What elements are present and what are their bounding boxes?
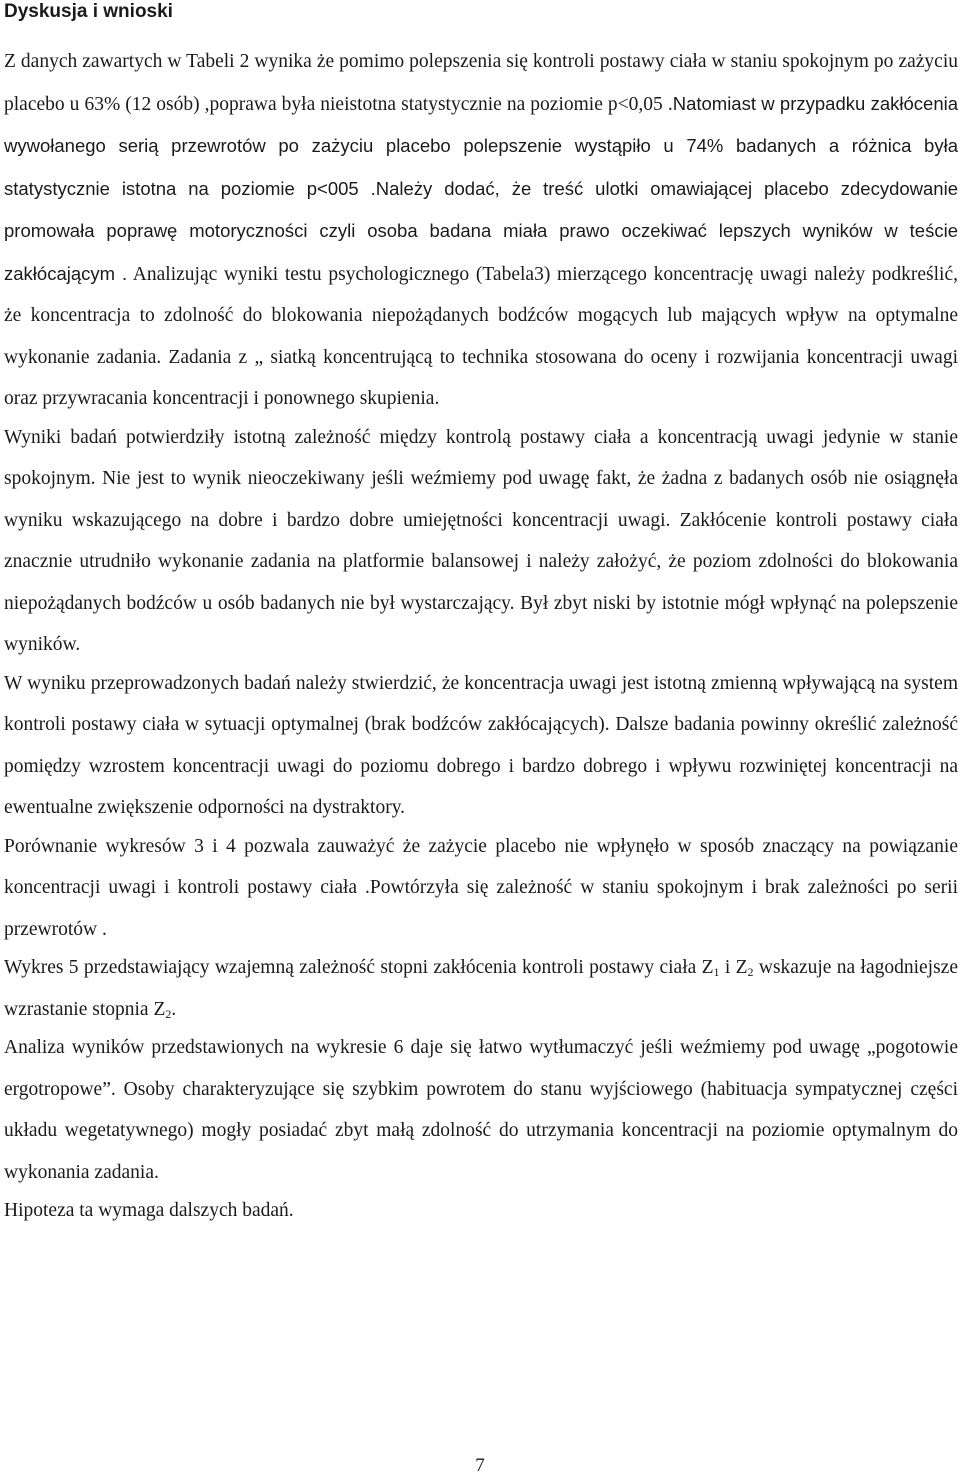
paragraph-5 xyxy=(4,947,958,1030)
subscript-3: 2 xyxy=(165,1006,172,1021)
paragraph-1-sentence-3: Analizując wyniki testu psychologicznego (Tabela3) mierzącego koncentrację uwagi należy podkreślić, że koncentracja to zdolność do blokowania niepożądanych bodźców mogących lub mających wpływ na optymalne wykonanie zadania. Zadania z „ siatką koncentrującą to technika stosowana do oceny i rozwijania koncentracji uwagi oraz przywracania koncentracji i ponownego skupienia. xyxy=(4,263,958,409)
paragraph-6: Analiza wyników przedstawionych na wykresie 6 daje się łatwo wytłumaczyć jeśli weźmiemy pod uwagę „pogotowie ergotropowe”. Osoby charakteryzujące się szybkim powrotem do stanu wyjściowego (habituacja sympatycznej części układu wegetatywnego) mogły posiadać zbyt małą zdolność do utrzymania koncentracji na poziomie optymalnym do wykonania zadania. xyxy=(4,1037,958,1183)
paragraph-1-sentence-1: Z danych zawartych w Tabeli 2 wynika że pomimo polepszenia się kontroli postawy ciała w staniu spokojnym po zażyciu placebo u 63% (12 osób) ,poprawa była nieistotna statystycznie na poziomie p<0,05 . xyxy=(4,51,958,115)
paragraph-4: Porównanie wykresów 3 i 4 pozwala zauważyć że zażycie placebo nie wpłynęło w sposób znaczący na powiązanie koncentracji uwagi i kontroli postawy ciała .Powtórzyła się zależność w staniu spokojnym i brak zależności po serii przewrotów . xyxy=(4,835,958,940)
section-heading: Dyskusja i wnioski xyxy=(4,1,173,22)
subscript-1: 1 xyxy=(713,965,720,979)
document-page xyxy=(4,0,958,1232)
paragraph-7: Hipoteza ta wymaga dalszych badań. xyxy=(4,1200,294,1221)
paragraph-5-part-c: wskazuje na łagodniejsze wzrastanie stopnia Z xyxy=(4,957,958,1020)
paragraph-1-sentence-2: Natomiast w przypadku zakłócenia wywołanego serią przewrotów po zażyciu placebo polepszenie wystąpiło u 74% badanych a różnica była statystycznie istotna na poziomie p<005 .Należy dodać, że treść ulotki omawiającej placebo zdecydowanie promowała poprawę motoryczności czyli osoba badana miała prawo oczekiwać lepszych wyników w teście zakłócającym . xyxy=(4,92,959,284)
page-number: 7 xyxy=(475,1455,485,1476)
paragraph-5-part-b: i Z xyxy=(719,957,748,978)
paragraph-2: Wyniki badań potwierdziły istotną zależność między kontrolą postawy ciała a koncentracją uwagi jedynie w stanie spokojnym. Nie jest to wynik nieoczekiwany jeśli weźmiemy pod uwagę fakt, że żadna z badanych osób nie osiągnęła wyniku wskazującego na dobre i bardzo dobre umiejętności koncentracji uwagi. Zakłócenie kontroli postawy ciała znacznie utrudniło wykonanie zadania na platformie balansowej i należy założyć, że poziom zdolności do blokowania niepożądanych bodźców u osób badanych nie był wystarczający. Był zbyt niski by istotnie mógł wpłynąć na polepszenie wyników. xyxy=(4,426,958,655)
subscript-2: 2 xyxy=(747,965,754,979)
paragraph-5-part-d: . xyxy=(171,998,177,1020)
paragraph-5-part-a: Wykres 5 przedstawiający wzajemną zależność stopni zakłócenia kontroli postawy ciała Z xyxy=(4,957,714,978)
paragraph-1 xyxy=(4,41,958,420)
paragraph-3: W wyniku przeprowadzonych badań należy stwierdzić, że koncentracja uwagi jest istotną zmienną wpływającą na system kontroli postawy ciała w sytuacji optymalnej (brak bodźców zakłócających). Dalsze badania powinny określić zależność pomiędzy wzrostem koncentracji uwagi do poziomu dobrego i bardzo dobrego i wpływu rozwiniętej koncentracji na ewentualne zwiększenie odporności na dystraktory. xyxy=(4,672,958,818)
